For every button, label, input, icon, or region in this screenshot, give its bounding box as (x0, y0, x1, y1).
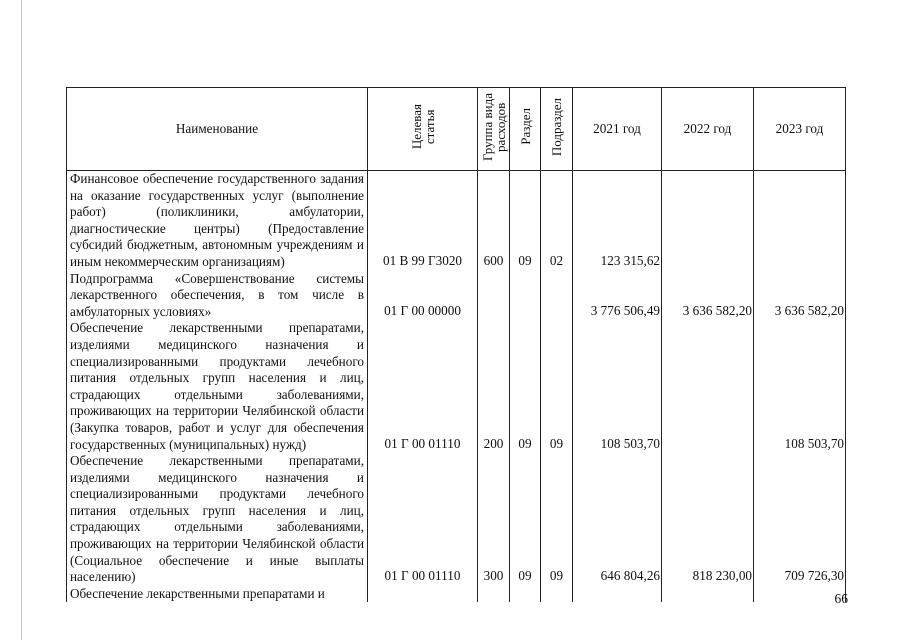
row-name: Обеспечение лекарственными препаратами, изделиями медицинского назначения и специализированными продуктами лечебного питания отдельных групп населения и лиц, страдающих отдельными заболеваниями, проживающих на территории Челябинской области (Социальное обеспечение и иные выплаты населению) (67, 453, 368, 586)
row-2022: 818 230,00 (662, 453, 754, 586)
budget-table (66, 87, 846, 602)
row-section (510, 586, 541, 603)
header-section-label: Раздел (517, 108, 533, 146)
row-subsection: 02 (541, 171, 573, 271)
row-2021: 123 315,62 (573, 171, 662, 271)
row-target-article: 01 Г 00 01110 (368, 320, 478, 453)
header-2023: 2023 год (754, 88, 846, 171)
header-subsection (541, 88, 573, 171)
table-row (67, 171, 846, 271)
row-subsection (541, 271, 573, 321)
header-expense-group-label: Группа вида расходов (479, 92, 508, 161)
row-expense-group (478, 271, 510, 321)
row-2022: 3 636 582,20 (662, 271, 754, 321)
row-subsection (541, 586, 573, 603)
row-2023 (754, 171, 846, 271)
page-edge-rule (21, 0, 22, 640)
row-2022 (662, 320, 754, 453)
row-section: 09 (510, 320, 541, 453)
row-2021: 108 503,70 (573, 320, 662, 453)
page-number: 66 (834, 591, 848, 606)
row-expense-group: 300 (478, 453, 510, 586)
header-section (510, 88, 541, 171)
row-section (510, 271, 541, 321)
row-subsection: 09 (541, 453, 573, 586)
row-2021 (573, 586, 662, 603)
header-2021: 2021 год (573, 88, 662, 171)
row-target-article: 01 Г 00 00000 (368, 271, 478, 321)
row-name: Подпрограмма «Совершенствование системы лекарственного обеспечения, в том числе в амбулаторных условиях» (67, 271, 368, 321)
row-name: Обеспечение лекарственными препаратами и (67, 586, 368, 603)
header-2022: 2022 год (662, 88, 754, 171)
row-section: 09 (510, 453, 541, 586)
row-2021: 646 804,26 (573, 453, 662, 586)
row-target-article: 01 В 99 Г3020 (368, 171, 478, 271)
row-name: Обеспечение лекарственными препаратами, изделиями медицинского назначения и специализированными продуктами лечебного питания отдельных групп населения и лиц, страдающих отдельными заболеваниями, проживающих на территории Челябинской области (Закупка товаров, работ и услуг для обеспечения государственных (муниципальных) нужд) (67, 320, 368, 453)
row-2022 (662, 586, 754, 603)
row-target-article: 01 Г 00 01110 (368, 453, 478, 586)
table-row (67, 271, 846, 321)
row-2021: 3 776 506,49 (573, 271, 662, 321)
row-expense-group: 600 (478, 171, 510, 271)
row-target-article (368, 586, 478, 603)
row-2023: 709 726,30 (754, 453, 846, 586)
row-expense-group (478, 586, 510, 603)
row-2022 (662, 171, 754, 271)
header-target-article (368, 88, 478, 171)
row-section: 09 (510, 171, 541, 271)
row-expense-group: 200 (478, 320, 510, 453)
row-name: Финансовое обеспечение государственного задания на оказание государственных услуг (выполнение работ) (поликлиники, амбулатории, диагностические центры) (Предоставление субсидий бюджетным, автономным учреждениям и иным некоммерческим организациям) (67, 171, 368, 271)
header-target-article-label: Целевая статья (408, 104, 437, 150)
row-2023: 108 503,70 (754, 320, 846, 453)
table-header-row (67, 88, 846, 171)
header-name: Наименование (67, 88, 368, 171)
header-subsection-label: Подраздел (549, 97, 564, 156)
table-row (67, 320, 846, 453)
table-row (67, 586, 846, 603)
header-expense-group (478, 88, 510, 171)
row-2023: 3 636 582,20 (754, 271, 846, 321)
table-row (67, 453, 846, 586)
row-subsection: 09 (541, 320, 573, 453)
